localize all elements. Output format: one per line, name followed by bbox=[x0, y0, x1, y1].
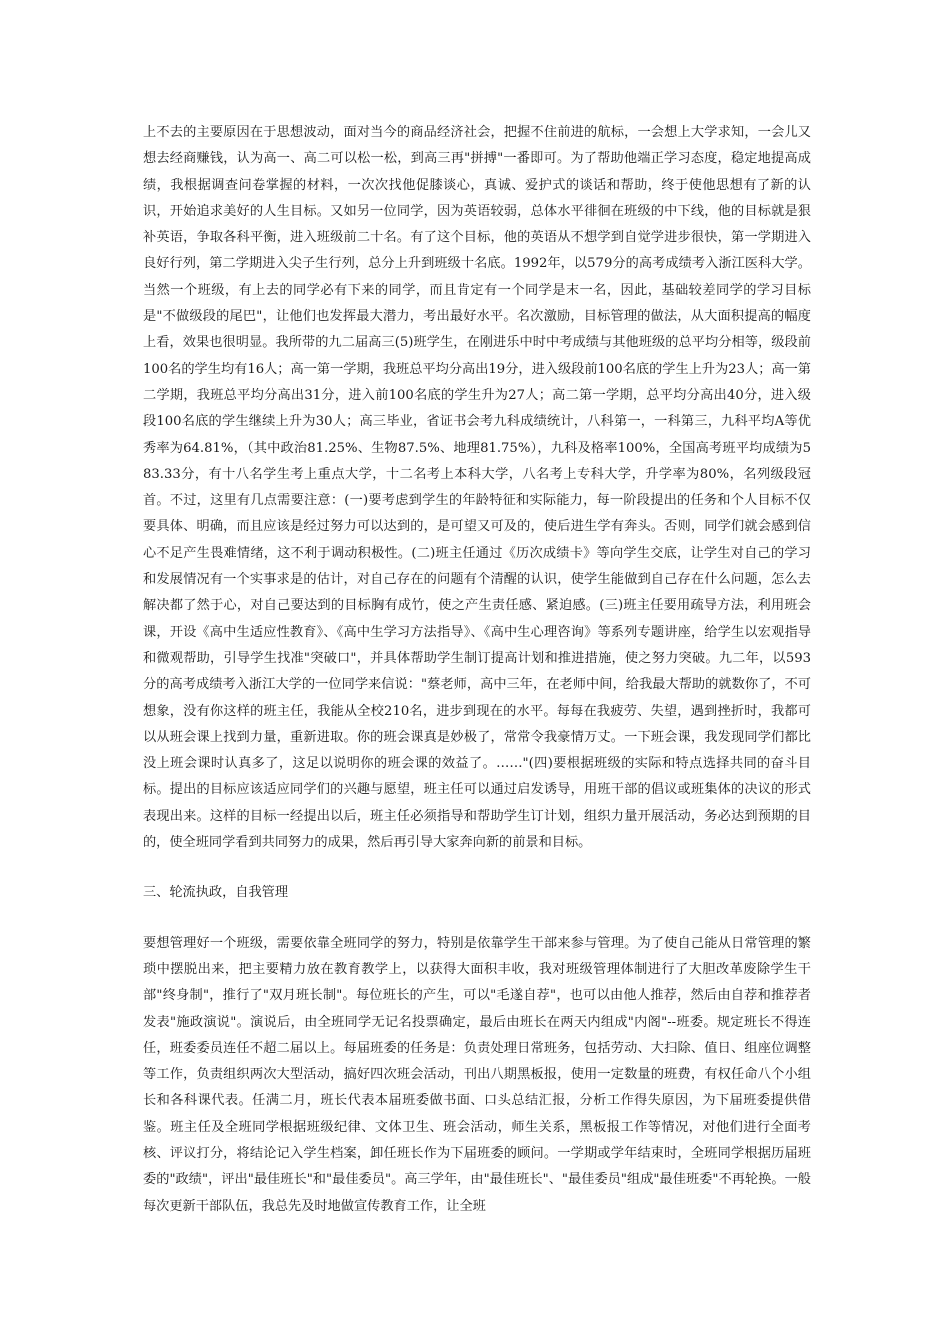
section-heading: 三、轮流执政，自我管理 bbox=[143, 885, 289, 901]
body-paragraph-1: 上不去的主要原因在于思想波动，面对当今的商品经济社会，把握不住前进的航标，一会想上大学求知，一会儿又想去经商赚钱，认为高一、高二可以松一松，到高三再"拼搏"一番即可。为了帮助他端正学习态度，稳定地提高成绩，我根据调查问卷掌握的材料，一次次找他促膝谈心，真诚、爱护式的谈话和帮助，终于使他思想有了新的认识，开始追求美好的人生目标。又如另一位同学，因为英语较弱，总体水平徘徊在班级的中下线，他的目标就是狠补英语，争取各科平衡，进入班级前二十名。有了这个目标，他的英语从不想学到自觉学进步很快，第一学期进入良好行列，第二学期进入尖子生行列，总分上升到班级十名底。1992年，以579分的高考成绩考入浙江医科大学。当然一个班级，有上去的同学必有下来的同学，而且肯定有一个同学是末一名，因此，基础较差同学的学习目标是"不做级段的尾巴"，让他们也发挥最大潜力，考出最好水平。名次激励，目标管理的做法，从大面积提高的幅度上看，效果也很明显。我所带的九二届高三(5)班学生，在刚进乐中时中考成绩与其他班级的总平均分相等，级段前100名的学生均有16人；高一第一学期，我班总平均分高出19分，进入级段前100名底的学生上升为23人；高一第二学期，我班总平均分高出31分，进入前100名底的学生升为27人；高二第一学期，总平均分高出40分，进入级段100名底的学生继续上升为30人；高三毕业，省证书会考九科成绩统计，八科第一，一科第三，九科平均A等优秀率为64.81%，（其中政治81.25%、生物87.5%、地理81.75%），九科及格率100%，全国高考班平均成绩为583.33分，有十八名学生考上重点大学，十二名考上本科大学，八名考上专科大学，升学率为80%，名列级段冠首。不过，这里有几点需要注意：(一)要考虑到学生的年龄特征和实际能力，每一阶段提出的任务和个人目标不仅要具体、明确，而且应该是经过努力可以达到的，是可望又可及的，使后进生学有奔头。否则，同学们就会感到信心不足产生畏难情绪，这不利于调动积极性。(二)班主任通过《历次成绩卡》等向学生交底，让学生对自己的学习和发展情况有一个实事求是的估计，对自己存在的问题有个清醒的认识，使学生能做到自己存在什么问题，怎么去解决都了然于心，对自己要达到的目标胸有成竹，使之产生责任感、紧迫感。(三)班主任要用疏导方法，利用班会课，开设《高中生适应性教育》、《高中生学习方法指导》、《高中生心理咨询》等系列专题讲座，给学生以宏观指导和微观帮助，引导学生找准"突破口"，并具体帮助学生制订提高计划和推进措施，使之努力突破。九二年，以593分的高考成绩考入浙江大学的一位同学来信说："蔡老师，高中三年，在老师中间，给我最大帮助的就数你了，不可想象，没有你这样的班主任，我能从全校210名，进步到现在的水平。每每在我疲劳、失望，遇到挫折时，我都可以从班会课上找到力量，重新进取。你的班会课真是妙极了，常常令我豪情万丈。一下班会课，我发现同学们都比没上班会课时认真多了，这足以说明你的班会课的效益了。……"(四)要根据班级的实际和特点选择共同的奋斗目标。提出的目标应该适应同学们的兴趣与愿望，班主任可以通过启发诱导，用班干部的倡议或班集体的决议的形式表现出来。这样的目标一经提出以后，班主任必须指导和帮助学生订计划，组织力量开展活动，务必达到预期的目的，使全班同学看到共同努力的成果，然后再引导大家奔向新的前景和目标。 bbox=[143, 125, 811, 851]
document-page bbox=[143, 120, 811, 1220]
body-paragraph-2: 要想管理好一个班级，需要依靠全班同学的努力，特别是依靠学生干部来参与管理。为了使自己能从日常管理的繁琐中摆脱出来，把主要精力放在教育教学上，以获得大面积丰收，我对班级管理体制进行了大胆改革废除学生干部"终身制"，推行了"双月班长制"。每位班长的产生，可以"毛遂自荐"，也可以由他人推荐，然后由自荐和推荐者发表"施政演说"。演说后，由全班同学无记名投票确定，最后由班长在两天内组成"内阁"--班委。规定班长不得连任，班委委员连任不超二届以上。每届班委的任务是：负责处理日常班务，包括劳动、大扫除、值日、组座位调整等工作，负责组织两次大型活动，搞好四次班会活动，刊出八期黑板报，使用一定数量的班费，有权任命八个小组长和各科课代表。任满二月，班长代表本届班委做书面、口头总结汇报，分析工作得失原因，为下届班委提供借鉴。班主任及全班同学根据班级纪律、文体卫生、班会活动，师生关系，黑板报工作等情况，对他们进行全面考核、评议打分，将结论记入学生档案，卸任班长作为下届班委的顾问。一学期或学年结束时，全班同学根据历届班委的"政绩"，评出"最佳班长"和"最佳委员"。高三学年，由"最佳班长"、"最佳委员"组成"最佳班委"不再轮换。一般每次更新干部队伍，我总先及时地做宣传教育工作，让全班 bbox=[143, 935, 811, 1214]
